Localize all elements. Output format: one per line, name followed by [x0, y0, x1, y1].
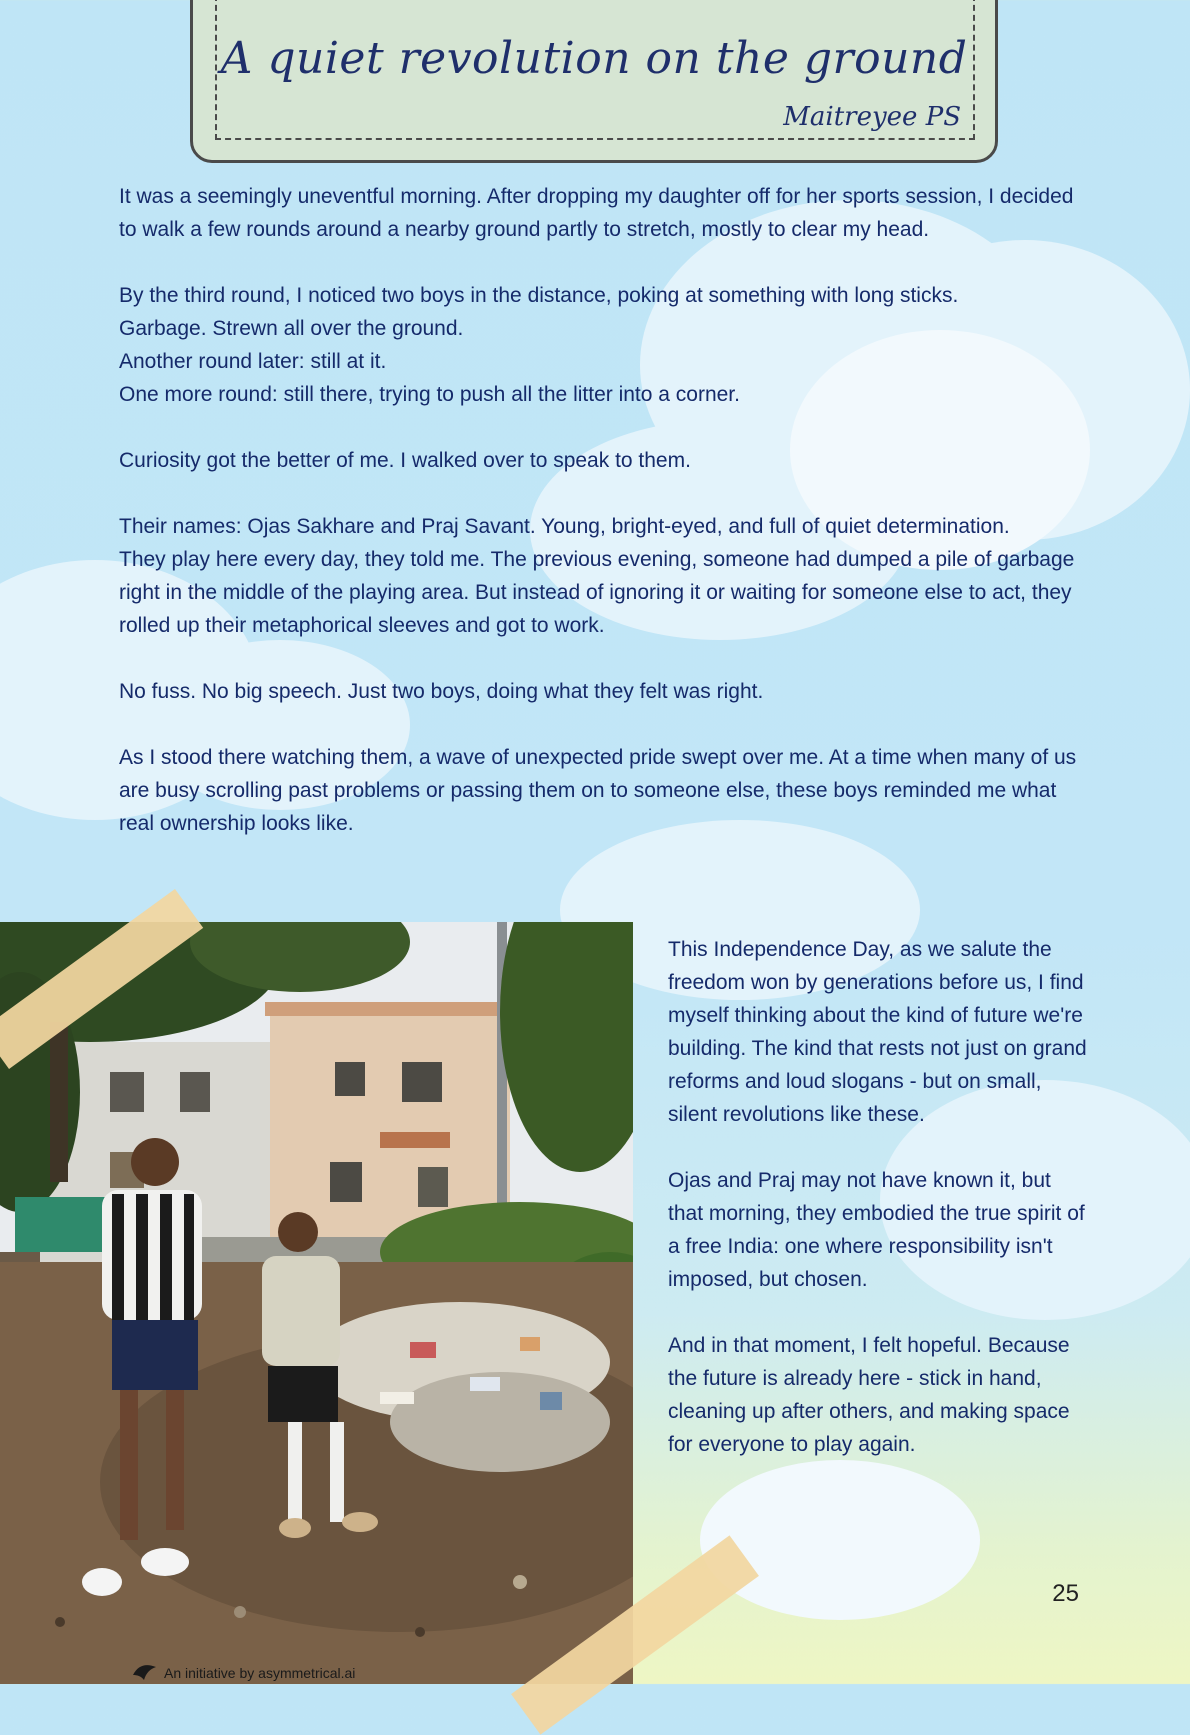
- article-side-column: [668, 933, 1088, 1494]
- paragraph: By the third round, I noticed two boys in the distance, poking at something with long sticks.: [119, 284, 959, 307]
- bird-logo-icon: [132, 1661, 158, 1684]
- paragraph: It was a seemingly uneventful morning. After dropping my daughter off for her sports session, I decided to walk a few rounds around a nearby ground partly to stretch, mostly to clear my head.: [119, 185, 1074, 241]
- page-title: A quiet revolution on the ground: [220, 33, 968, 84]
- paragraph: One more round: still there, trying to push all the litter into a corner.: [119, 383, 740, 406]
- paragraph: Ojas and Praj may not have known it, but that morning, they embodied the true spirit of a free India: one where responsibility isn't imposed, but chosen.: [668, 1169, 1085, 1291]
- paragraph: They play here every day, they told me. The previous evening, someone had dumped a pile of garbage right in the middle of the playing area. But instead of ignoring it or waiting for someone else to act, they rolled up their metaphorical sleeves and got to work.: [119, 548, 1075, 637]
- article-body: [119, 180, 1079, 873]
- paragraph: No fuss. No big speech. Just two boys, doing what they felt was right.: [119, 680, 764, 703]
- paragraph: Their names: Ojas Sakhare and Praj Savant. Young, bright-eyed, and full of quiet determination.: [119, 515, 1010, 538]
- photo-illustration: [0, 922, 633, 1684]
- footer-credit: [132, 1661, 355, 1684]
- article-photo: [0, 922, 633, 1684]
- paragraph: Another round later: still at it.: [119, 350, 387, 373]
- title-card: [190, 0, 998, 163]
- paragraph: This Independence Day, as we salute the freedom won by generations before us, I find myself thinking about the kind of future we're building. The kind that rests not just on grand reforms and loud slogans - but on small, silent revolutions like these.: [668, 938, 1087, 1126]
- paragraph: Curiosity got the better of me. I walked over to speak to them.: [119, 449, 691, 472]
- page-number: 25: [1052, 1580, 1079, 1607]
- paragraph: As I stood there watching them, a wave of unexpected pride swept over me. At a time when many of us are busy scrolling past problems or passing them on to someone else, these boys reminded me what real ownership looks like.: [119, 746, 1077, 835]
- paragraph: And in that moment, I felt hopeful. Because the future is already here - stick in hand, cleaning up after others, and making space for everyone to play again.: [668, 1334, 1070, 1456]
- paragraph: Garbage. Strewn all over the ground.: [119, 317, 464, 340]
- footer-text: An initiative by asymmetrical.ai: [164, 1664, 356, 1681]
- author-name: Maitreyee PS: [783, 102, 961, 132]
